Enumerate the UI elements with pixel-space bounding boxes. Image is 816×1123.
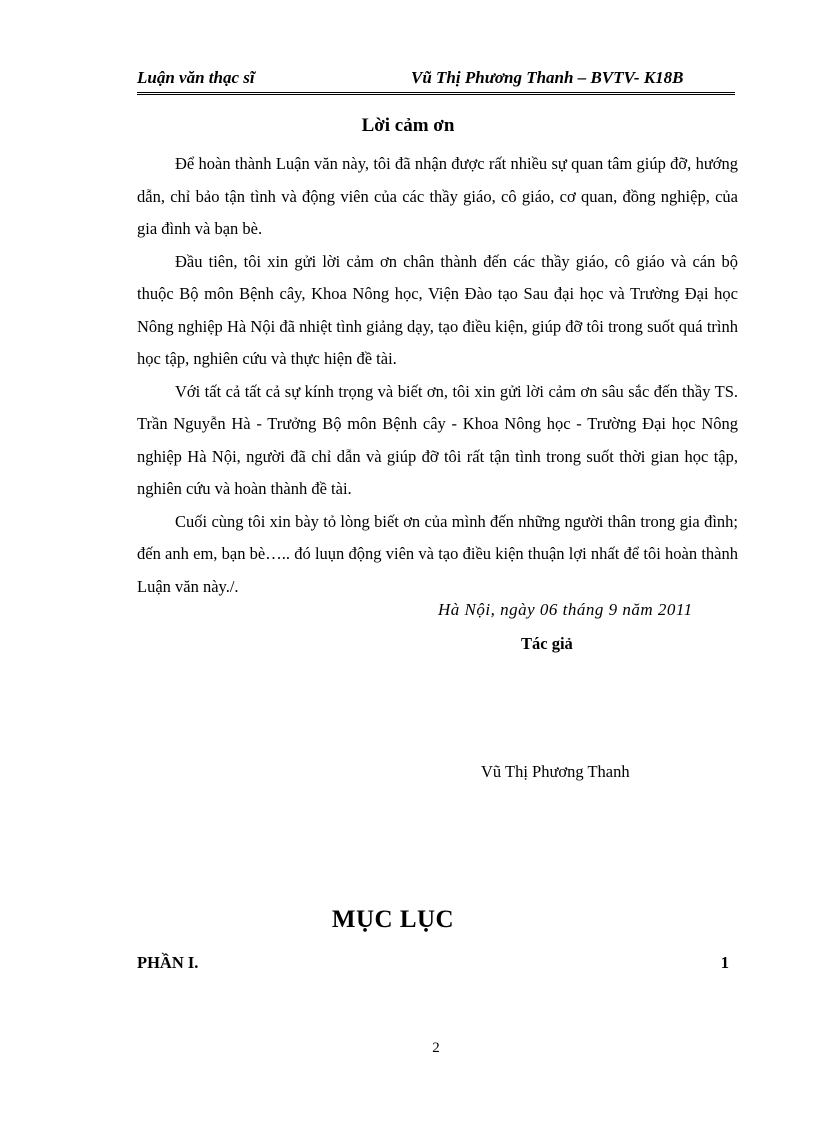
toc-item-label: PHẦN I.: [137, 953, 199, 972]
header-author-class: Vũ Thị Phương Thanh – BVTV- K18B: [411, 68, 684, 87]
toc-item-page: 1: [720, 953, 729, 972]
paragraph: Để hoàn thành Luận văn này, tôi đã nhận được rất nhiều sự quan tâm giúp đỡ, hướng dẫn, chỉ bảo tận tình và động viên của các thầy giáo, cô giáo, cơ quan, đồng nghiệp, của gia đình và bạn bè.: [137, 154, 738, 238]
author-name: Vũ Thị Phương Thanh: [481, 762, 630, 781]
acknowledgement-body: [137, 148, 738, 603]
paragraph: Đầu tiên, tôi xin gửi lời cảm ơn chân thành đến các thầy giáo, cô giáo và cán bộ thuộc Bộ môn Bệnh cây, Khoa Nông học, Viện Đào tạo Sau đại học và Trường Đại học Nông nghiệp Hà Nội đã nhiệt tình giảng dạy, tạo điều kiện, giúp đỡ tôi trong suốt quá trình học tập, nghiên cứu và thực hiện đề tài.: [137, 251, 738, 368]
page-number: 2: [432, 1040, 440, 1056]
toc-title: MỤC LỤC: [331, 906, 455, 933]
running-header: [137, 64, 735, 95]
signing-date: Hà Nội, ngày 06 tháng 9 năm 2011: [438, 600, 693, 619]
paragraph: Cuối cùng tôi xin bày tỏ lòng biết ơn của mình đến những người thân trong gia đình; đến anh em, bạn bè….. đó luụn động viên và tạo điều kiện thuận lợi nhất để tôi hoàn thành Luận văn này./.: [137, 511, 738, 596]
paragraph: Với tất cả tất cả sự kính trọng và biết ơn, tôi xin gửi lời cảm ơn sâu sắc đến thầy TS. Trần Nguyễn Hà - Trưởng Bộ môn Bệnh cây - Khoa Nông học - Trường Đại học Nông nghiệp Hà Nội, người đã chỉ dẫn và giúp đỡ tôi rất tận tình trong suốt thời gian học tập, nghiên cứu và hoàn thành đề tài.: [137, 381, 738, 498]
acknowledgement-title: Lời cảm ơn: [361, 115, 455, 136]
author-label: Tác giả: [521, 634, 573, 653]
header-thesis-type: Luận văn thạc sĩ: [137, 68, 255, 87]
